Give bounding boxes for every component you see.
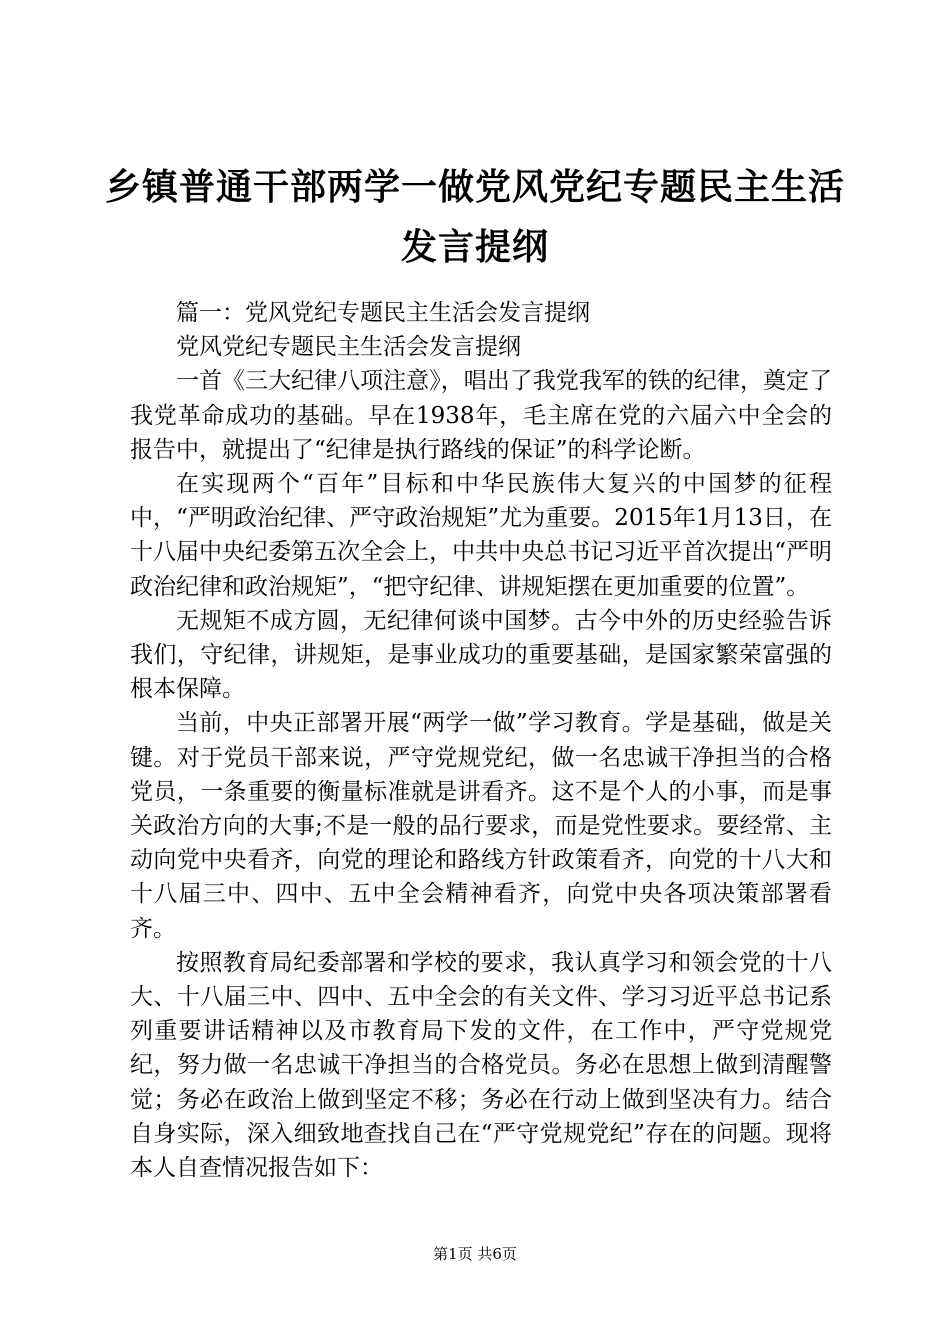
- title-line-1: 乡镇普通干部两学一做党风党纪专题民主生活: [104, 167, 845, 208]
- page-footer: 第1页 共6页: [433, 1245, 517, 1263]
- paragraph: 按照教育局纪委部署和学校的要求，我认真学习和领会党的十八大、十八届三中、四中、五中全会的有关文件、学习习近平总书记系列重要讲话精神以及市教育局下发的文件，在工作中，严守党规党纪，努力做一名忠诚干净担当的合格党员。务必在思想上做到清醒警觉；务必在政治上做到坚定不移；务必在行动上做到坚决有力。结合自身实际，深入细致地查找自己在“严守党规党纪”存在的问题。现将本人自查情况报告如下：: [130, 949, 832, 1182]
- document-body: [130, 296, 832, 1185]
- paragraph: 一首《三大纪律八项注意》，唱出了我党我军的铁的纪律，奠定了我党革命成功的基础。早在1938年，毛主席在党的六届六中全会的报告中，就提出了“纪律是执行路线的保证”的科学论断。: [130, 368, 832, 463]
- title-line-2: 发言提纲: [400, 227, 549, 268]
- paragraph: 无规矩不成方圆，无纪律何谈中国梦。古今中外的历史经验告诉我们，守纪律，讲规矩，是事业成功的重要基础，是国家繁荣富强的根本保障。: [130, 607, 832, 703]
- subtitle: 党风党纪专题民主生活会发言提纲: [176, 334, 521, 361]
- paragraph: 当前，中央正部署开展“两学一做”学习教育。学是基础，做是关键。对于党员干部来说，严守党规党纪，做一名忠诚干净担当的合格党员，一条重要的衡量标准就是讲看齐。这不是个人的小事，而是事关政治方向的大事;不是一般的品行要求，而是党性要求。要经常、主动向党中央看齐，向党的理论和路线方针政策看齐，向党的十八大和十八届三中、四中、五中全会精神看齐，向党中央各项决策部署看齐。: [130, 710, 832, 942]
- document-title: [100, 158, 850, 278]
- section-heading: 篇一：党风党纪专题民主生活会发言提纲: [176, 300, 590, 326]
- paragraph: 在实现两个“百年”目标和中华民族伟大复兴的中国梦的征程中，“严明政治纪律、严守政治规矩”尤为重要。2015年1月13日，在十八届中央纪委第五次全会上，中共中央总书记习近平首次提出“严明政治纪律和政治规矩”，“把守纪律、讲规矩摆在更加重要的位置”。: [130, 471, 832, 600]
